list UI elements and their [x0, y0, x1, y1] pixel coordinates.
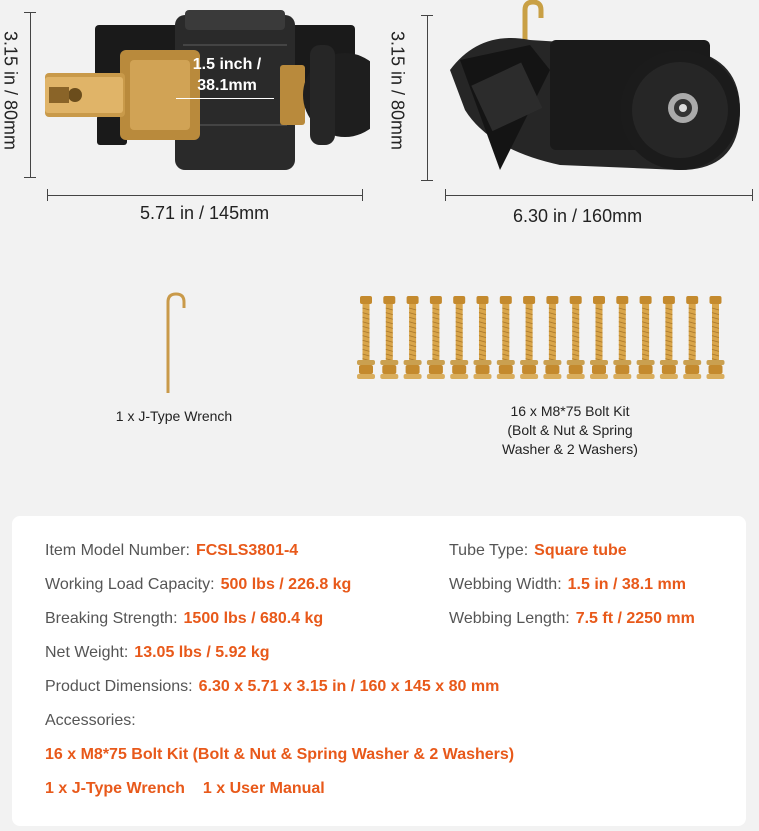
side-width-label: 6.30 in / 160mm: [513, 206, 643, 226]
accessory-user-manual: 1 x User Manual: [202, 780, 325, 797]
spec-tube-type-value: Square tube: [534, 542, 627, 559]
j-wrench-caption: 1 x J-Type Wrench: [115, 408, 233, 424]
j-wrench-image: [158, 290, 188, 400]
spec-breaking-strength: [45, 610, 323, 628]
bolt-kit-caption: [470, 402, 670, 459]
bolt: [380, 296, 398, 379]
front-width-label: 5.71 in / 145mm: [140, 203, 270, 223]
side-height-tick-bottom: [421, 180, 433, 181]
spec-working-load: [45, 576, 351, 594]
spec-breaking-strength-label: Breaking Strength:: [45, 610, 178, 627]
side-height-tick-top: [421, 15, 433, 16]
accessory-bolt-kit: 16 x M8*75 Bolt Kit (Bolt & Nut & Spring Washer & 2 Washers): [45, 746, 515, 763]
bolt: [637, 296, 655, 379]
spec-tube-type-label: Tube Type:: [449, 542, 529, 559]
bolt: [497, 296, 515, 379]
bolt: [357, 296, 375, 379]
side-height-line: [427, 15, 428, 180]
bolt: [450, 296, 468, 379]
front-width-tick-left: [47, 189, 48, 201]
front-width-line: [47, 195, 363, 196]
side-height-label: 3.15 in / 80mm: [387, 30, 408, 151]
spec-item-model: [45, 542, 298, 560]
front-height-label: 3.15 in / 80mm: [0, 30, 21, 151]
front-height-line: [30, 12, 31, 177]
spec-net-weight-label: Net Weight:: [45, 644, 129, 661]
spec-accessories-label: Accessories:: [45, 712, 136, 729]
bolt-kit-image: [352, 292, 732, 388]
spec-webbing-width-label: Webbing Width:: [449, 576, 562, 593]
spec-webbing-length-value: 7.5 ft / 2250 mm: [575, 610, 695, 627]
bolt: [404, 296, 422, 379]
webbing-label-line2: 38.1mm: [197, 77, 257, 94]
webbing-label-line1: 1.5 inch /: [192, 56, 262, 73]
bolt: [427, 296, 445, 379]
front-height-tick-top: [24, 12, 36, 13]
bolt: [474, 296, 492, 379]
bolt: [567, 296, 585, 379]
spec-working-load-value: 500 lbs / 226.8 kg: [220, 576, 352, 593]
spec-webbing-length-label: Webbing Length:: [449, 610, 570, 627]
side-width-line: [445, 195, 753, 196]
bolt-kit-caption-line1: 16 x M8*75 Bolt Kit: [510, 403, 630, 419]
spec-tube-type: [449, 542, 627, 560]
webbing-label: [182, 54, 272, 96]
bolt: [520, 296, 538, 379]
bolt: [590, 296, 608, 379]
spec-webbing-width-value: 1.5 in / 38.1 mm: [567, 576, 686, 593]
bolt: [660, 296, 678, 379]
front-height-tick-bottom: [24, 177, 36, 178]
spec-webbing-length: [449, 610, 695, 628]
bolt: [707, 296, 725, 379]
front-width-tick-right: [362, 189, 363, 201]
spec-product-dimensions-label: Product Dimensions:: [45, 678, 193, 695]
spec-net-weight: [45, 644, 270, 662]
bolt-kit-caption-line3: Washer & 2 Washers): [502, 441, 638, 457]
bolt: [683, 296, 701, 379]
side-width-tick-left: [445, 189, 446, 201]
spec-card: [12, 516, 746, 826]
accessory-j-wrench: 1 x J-Type Wrench: [45, 780, 185, 797]
bolt: [543, 296, 561, 379]
side-width-tick-right: [752, 189, 753, 201]
spec-working-load-label: Working Load Capacity:: [45, 576, 215, 593]
webbing-width-line: [176, 98, 274, 99]
spec-webbing-width: [449, 576, 686, 594]
spec-net-weight-value: 13.05 lbs / 5.92 kg: [134, 644, 270, 661]
winch-side-image: [440, 0, 752, 185]
spec-item-model-value: FCSLS3801-4: [195, 542, 299, 559]
spec-item-model-label: Item Model Number:: [45, 542, 190, 559]
spec-product-dimensions-value: 6.30 x 5.71 x 3.15 in / 160 x 145 x 80 mm: [198, 678, 500, 695]
bolt-kit-caption-line2: (Bolt & Nut & Spring: [507, 422, 633, 438]
accessory-line-2: [45, 780, 325, 798]
spec-product-dimensions: [45, 678, 499, 696]
bolt: [613, 296, 631, 379]
spec-breaking-strength-value: 1500 lbs / 680.4 kg: [183, 610, 324, 627]
